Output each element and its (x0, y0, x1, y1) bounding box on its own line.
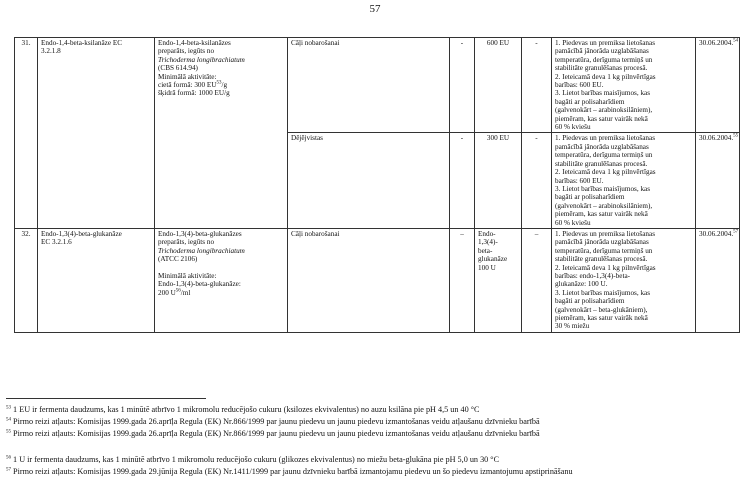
additives-table (14, 37, 740, 333)
provision-line: barības: endo-1,3(4)-beta- (555, 271, 631, 280)
preparation-line: cietā formā: 300 EU$^{53}$/g (158, 80, 228, 90)
animal-species: Cāļi nobarošanai (288, 38, 450, 133)
preparation-line: preparāts, iegūts no (158, 47, 215, 56)
max-content: - (522, 133, 552, 228)
min-content-line: 1,3(4)- (478, 238, 498, 247)
preparation-description (155, 228, 288, 332)
footnote-ref: 57 (733, 229, 739, 235)
provision-line: 60 % kviešu (555, 123, 591, 132)
footnote-number: 55 (6, 429, 11, 435)
provision-line: pamācībā jānorāda uzglabāšanas (555, 238, 649, 247)
provision-line: (galvenokārt – arabinoksilāniem), (555, 106, 653, 115)
table-row (15, 228, 740, 332)
provision-line: 3. Lietot barības maisījumos, kas (555, 288, 651, 297)
authorisation-date: 30.06.2004.54 (696, 38, 740, 133)
row-number: 31. (15, 38, 38, 229)
page-number: 57 (369, 3, 381, 15)
min-content-line: glukanāze (478, 255, 508, 264)
other-provisions (552, 38, 696, 133)
provision-line: stabilitāte granulēšanas procesā. (555, 255, 648, 264)
footnote: $^{56}$ 1 U ir fermenta daudzums, kas 1 minūtē atbrīvo 1 mikromolu reducējošo cukuru (glikozes ekvivalentus) no miežu beta-glukāna pie pH 5,0 un 30 °C (6, 455, 500, 464)
preparation-line: Endo-1,3(4)-beta-glukanāzes (158, 229, 242, 238)
provision-line: (galvenokārt – arabinoksilāniem), (555, 201, 653, 210)
provision-line: temperatūra, derīguma termiņš un (555, 55, 653, 64)
provision-line: 30 % miežu (555, 322, 590, 331)
footnote: $^{55}$ Pirmo reizi atļauts: Komisijas 1999.gada 26.aprīļa Regula (EK) Nr.866/1999 par jaunu piedevu un jaunu piedevu izmantošanas veidu atļaušanu dzīvnieku barībā (6, 429, 540, 438)
provision-line: stabilitāte granulēšanas procesā. (555, 159, 648, 168)
provision-line: temperatūra, derīguma termiņš un (555, 246, 653, 255)
max-age: - (450, 133, 475, 228)
provision-line: glukanāze: 100 U. (555, 280, 608, 289)
provision-line: pamācībā jānorāda uzglabāšanas (555, 142, 649, 151)
min-content: 300 EU (475, 133, 522, 228)
max-content: - (522, 38, 552, 133)
provision-line: 2. Ieteicamā deva 1 kg pilnvērtīgas (555, 263, 656, 272)
footnote: $^{53}$ 1 EU ir fermenta daudzums, kas 1 minūtē atbrīvo 1 mikromolu reducējošo cukuru (ksilozes ekvivalentus) no auzu ksilāna pie pH 4,5 un 40 °C (6, 405, 480, 414)
min-content: 600 EU (475, 38, 522, 133)
preparation-description (155, 38, 288, 229)
min-content-line: 100 U (478, 263, 496, 272)
footnote: $^{57}$ Pirmo reizi atļauts: Komisijas 1999.gada 29.jūnija Regula (EK) Nr.1411/1999 par jaunu dzīvnieku barībā izmantojamu piedevu un šo piedevu izmantojumu apstiprināšanu (6, 467, 573, 476)
provision-line: 1. Piedevas un premiksa lietošanas (555, 134, 656, 143)
authorisation-date: 30.06.2004.57 (696, 228, 740, 332)
provision-line: barības: 600 EU. (555, 176, 604, 185)
table-row (15, 38, 740, 133)
min-content-line: Endo- (478, 229, 496, 238)
additive-name (38, 228, 155, 332)
provision-line: temperatūra, derīguma termiņš un (555, 151, 653, 160)
footnote-ref: 54 (733, 38, 739, 44)
preparation-line (158, 264, 284, 272)
provision-line: 2. Ieteicamā deva 1 kg pilnvērtīgas (555, 168, 656, 177)
preparation-line: (ATCC 2106) (158, 255, 198, 264)
additive-line: EC 3.2.1.6 (41, 238, 72, 247)
footnote-ref: 56 (175, 288, 181, 294)
preparation-line: šķidrā formā: 1000 EU/g (158, 89, 230, 98)
preparation-line: Trichoderma longibrachiatum (158, 55, 245, 64)
animal-species: Cāļi nobarošanai (288, 228, 450, 332)
preparation-line: 200 $U^{56}/ml$ (158, 288, 191, 297)
provision-line: pamācībā jānorāda uzglabāšanas (555, 47, 649, 56)
provision-line: bagāti ar polisaharīdiem (555, 97, 625, 106)
min-content (475, 228, 522, 332)
footnote-number: 54 (6, 417, 11, 423)
min-content-line: beta- (478, 246, 493, 255)
preparation-line: Minimālā aktivitāte: (158, 271, 217, 280)
preparation-line: Endo-1,4-beta-ksilanāzes (158, 39, 231, 47)
provision-line: piemēram, kas satur vairāk nekā (555, 314, 648, 322)
provision-line: 60 % kviešu (555, 218, 591, 227)
animal-species: Dējējvistas (288, 133, 450, 228)
additive-name (38, 38, 155, 229)
preparation-line: Endo-1,3(4)-beta-glukanāze: (158, 280, 241, 289)
provision-line: 1. Piedevas un premiksa lietošanas (555, 229, 656, 238)
preparation-line: (CBS 614.94) (158, 64, 198, 73)
additive-line: Endo-1,4-beta-ksilanāze EC (41, 39, 123, 47)
provision-line: piemēram, kas satur vairāk nekā (555, 210, 648, 219)
footnote-ref: 53 (216, 80, 222, 86)
provision-line: 2. Ieteicamā deva 1 kg pilnvērtīgas (555, 72, 656, 81)
preparation-line: Minimālā aktivitāte: (158, 72, 217, 81)
other-provisions (552, 228, 696, 332)
footnote-number: 53 (6, 405, 11, 411)
footnote-number: 56 (6, 455, 11, 461)
footnote-ref: 55 (733, 134, 739, 140)
provision-line: stabilitāte granulēšanas procesā. (555, 64, 648, 73)
preparation-line: preparāts, iegūts no (158, 238, 215, 247)
footnote-rule (6, 398, 206, 399)
additive-line: 3.2.1.8 (41, 47, 61, 56)
provision-line: 3. Lietot barības maisījumos, kas (555, 184, 651, 193)
preparation-line: Trichoderma longibrachiatum (158, 246, 245, 255)
footnote: $^{54}$ Pirmo reizi atļauts: Komisijas 1999.gada 26.aprīļa Regula (EK) Nr.866/1999 par jaunu piedevu un jaunu piedevu izmantošanas veidu atļaušanu dzīvnieku barībā (6, 417, 540, 426)
provision-line: 1. Piedevas un premiksa lietošanas (555, 39, 656, 47)
provision-line: bagāti ar polisaharīdiem (555, 193, 625, 202)
authorisation-date: 30.06.2004.55 (696, 133, 740, 228)
provision-line: piemēram, kas satur vairāk nekā (555, 114, 648, 123)
other-provisions (552, 133, 696, 228)
provision-line: (galvenokārt – beta-glukāniem), (555, 305, 648, 314)
provision-line: 3. Lietot barības maisījumos, kas (555, 89, 651, 98)
footnote-number: 57 (6, 467, 11, 473)
max-age: – (450, 228, 475, 332)
max-age: - (450, 38, 475, 133)
additive-line: Endo-1,3(4)-beta-glukanāze (41, 229, 122, 238)
max-content: – (522, 228, 552, 332)
row-number: 32. (15, 228, 38, 332)
provision-line: bagāti ar polisaharīdiem (555, 297, 625, 306)
provision-line: barības: 600 EU. (555, 81, 604, 90)
